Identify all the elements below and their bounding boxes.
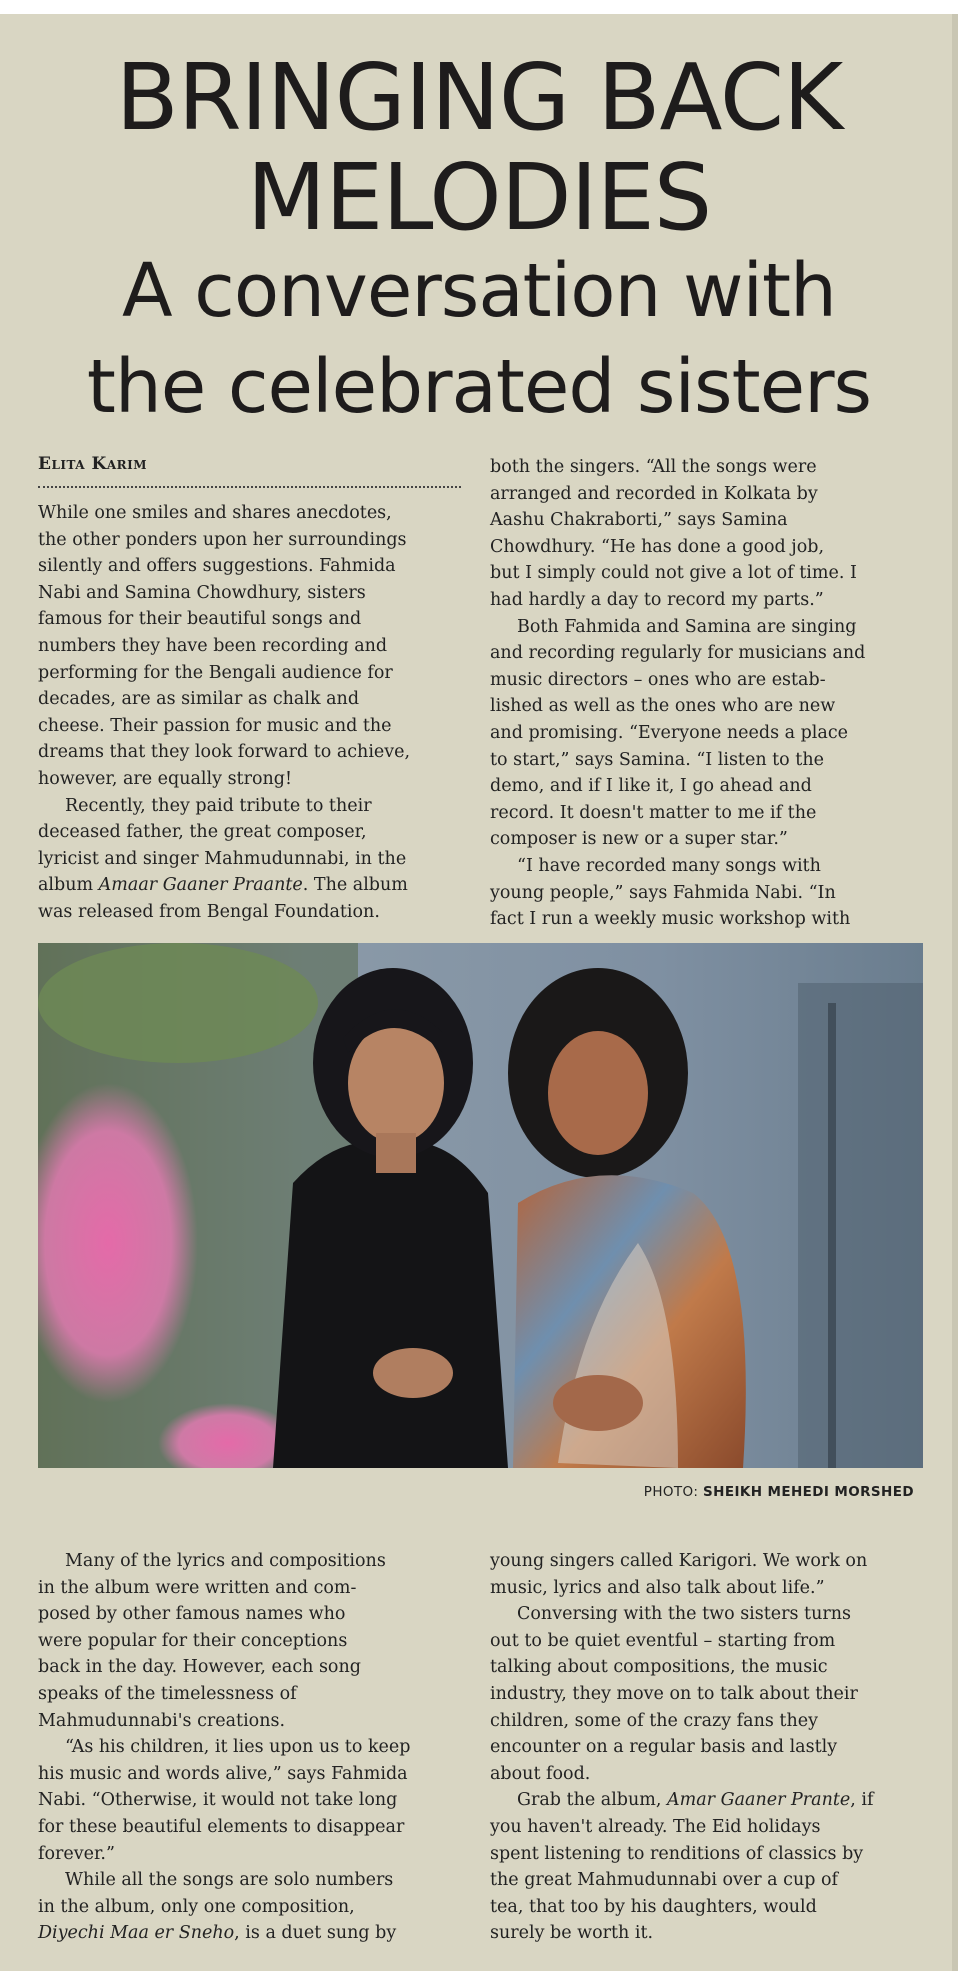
album-title: Amar Gaaner Prante [667,1790,851,1811]
text-line: arranged and recorded in Kolkata by [490,483,818,504]
byline-first-rest: lita [51,454,92,474]
text-line: performing for the Bengali audience for [38,662,393,683]
article-column-4 [490,1548,930,1947]
text-line: about food. [490,1763,591,1784]
text-line: numbers they have been recording and [38,635,388,656]
byline-initial-last: K [91,454,107,474]
text-line: Both Fahmida and Samina are singing [517,616,857,637]
text-line: for these beautiful elements to disappear [38,1816,405,1837]
text-line [38,1920,468,1947]
photo-illustration [38,943,923,1468]
photo-credit [644,1484,914,1500]
text-line: fact I run a weekly music workshop with [490,909,851,930]
byline-initial-first: E [38,454,52,474]
text-run: , if [850,1790,874,1811]
newspaper-page [0,14,958,1971]
text-line: demo, and if I like it, I go ahead and [490,776,812,797]
text-line [38,872,468,899]
text-line: tea, that too by his daughters, would [490,1896,817,1917]
text-line: speaks of the timelessness of [38,1683,297,1704]
text-line: however, are equally strong! [38,768,292,789]
text-line: to start,” says Samina. “I listen to the [490,749,824,770]
text-line: children, some of the crazy fans they [490,1710,818,1731]
text-line: record. It doesn't matter to me if the [490,802,817,823]
text-run: . The album [302,875,408,896]
text-run: , is a duet sung by [234,1923,397,1944]
text-line: Many of the lyrics and compositions [65,1551,386,1571]
text-line: were popular for their conceptions [38,1630,348,1651]
photo-credit-prefix: PHOTO: [643,1484,703,1500]
text-line: forever.” [38,1843,115,1864]
text-line: had hardly a day to record my parts.” [490,589,824,610]
text-line: Recently, they paid tribute to their [65,795,372,816]
text-run: album [38,875,99,896]
byline-divider [38,486,461,488]
text-line: lyricist and singer Mahmudunnabi, in the [38,848,407,869]
text-line: out to be quiet eventful – starting from [490,1630,836,1651]
text-line: “I have recorded many songs with [517,855,821,876]
sisters-photo [38,943,923,1468]
text-line: industry, they move on to talk about their [490,1683,858,1704]
article-column-2 [490,454,930,933]
text-line: composer is new or a super star.” [490,829,788,850]
author-byline [38,454,147,474]
byline-last-rest: arim [106,454,147,474]
headline-line-2: MELODIES [246,144,712,251]
text-line: his music and words alive,” says Fahmida [38,1763,408,1784]
text-line: Chowdhury. “He has done a good job, [490,536,825,557]
text-line: “As his children, it lies upon us to keep [65,1737,411,1758]
text-line: in the album, only one composition, [38,1896,355,1917]
text-line: posed by other famous names who [38,1604,346,1625]
text-line: music directors – ones who are estab- [490,669,826,690]
text-line: music, lyrics and also talk about life.” [490,1577,825,1598]
text-line: back in the day. However, each song [38,1657,361,1678]
text-line: Nabi and Samina Chowdhury, sisters [38,582,366,603]
text-line: decades, are as similar as chalk and [38,689,360,710]
article-column-3 [38,1548,468,1947]
text-line: you haven't already. The Eid holidays [490,1816,821,1837]
headline-line-1: BRINGING BACK [115,44,843,151]
text-line: famous for their beautiful songs and [38,609,362,630]
text-line: the other ponders upon her surroundings [38,529,407,550]
text-line: cheese. Their passion for music and the [38,715,392,736]
text-line: Nabi. “Otherwise, it would not take long [38,1790,398,1811]
subheadline-line-2: the celebrated sisters [86,344,872,430]
text-line: talking about compositions, the music [490,1657,828,1678]
text-line: was released from Bengal Foundation. [38,901,380,922]
text-line: both the singers. “All the songs were [490,457,817,477]
text-line: young singers called Karigori. We work on [490,1551,868,1571]
text-line: spent listening to renditions of classics by [490,1843,864,1864]
text-line: deceased father, the great composer, [38,822,367,843]
text-line: in the album were written and com- [38,1577,357,1598]
text-line: silently and offers suggestions. Fahmida [38,556,396,577]
text-line: Conversing with the two sisters turns [517,1604,851,1625]
text-line: young people,” says Fahmida Nabi. “In [490,882,836,903]
text-line: and promising. “Everyone needs a place [490,722,848,743]
text-line: Mahmudunnabi's creations. [38,1710,286,1731]
text-line: lished as well as the ones who are new [490,696,836,717]
song-title: Diyechi Maa er Sneho [38,1923,235,1944]
text-line: dreams that they look forward to achieve, [38,742,411,763]
text-run: Grab the album, [517,1790,667,1811]
article-column-1 [38,500,468,926]
text-line: and recording regularly for musicians and [490,643,866,664]
photographer-name: SHEIKH MEHEDI MORSHED [703,1484,914,1500]
text-line [490,1787,930,1814]
text-line: encounter on a regular basis and lastly [490,1737,838,1758]
text-line: surely be worth it. [490,1923,654,1944]
album-title: Amaar Gaaner Praante [98,875,303,896]
subheadline-line-1: A conversation with [122,248,836,334]
text-line: the great Mahmudunnabi over a cup of [490,1870,839,1891]
text-line: While all the songs are solo numbers [65,1870,394,1891]
text-line: but I simply could not give a lot of time. I [490,563,857,584]
text-line: Aashu Chakraborti,” says Samina [490,510,788,531]
text-line: While one smiles and shares anecdotes, [38,503,392,523]
